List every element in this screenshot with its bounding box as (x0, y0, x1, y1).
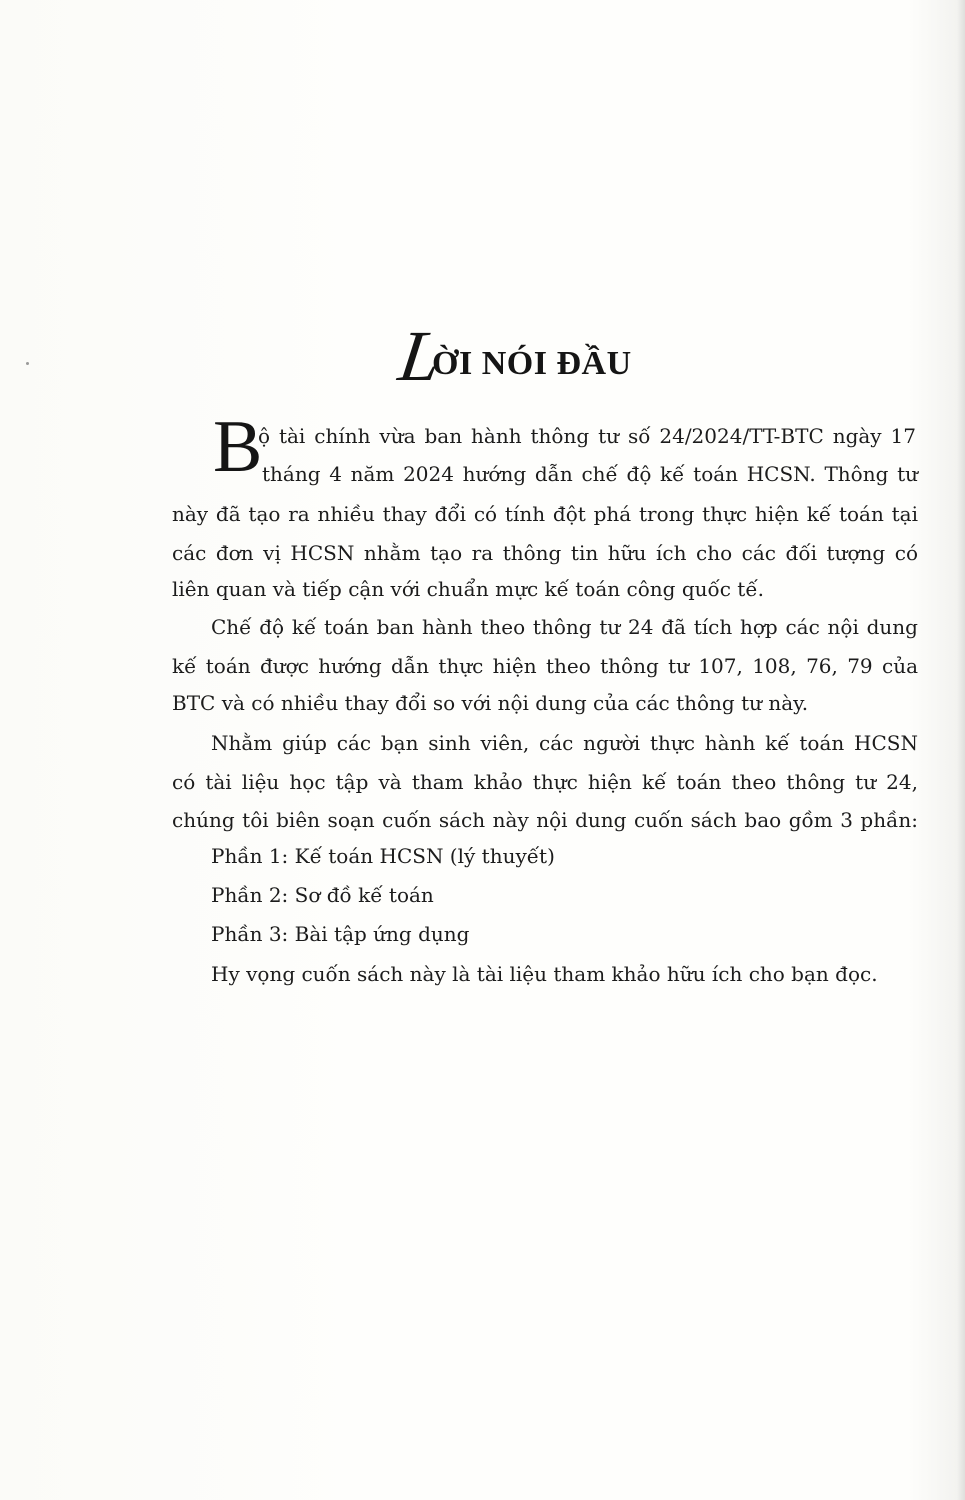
paragraph-1-line-2: tháng 4 năm 2024 hướng dẫn chế độ kế toán HCSN. Thông tư (262, 462, 918, 486)
paragraph-1-line-5: liên quan và tiếp cận với chuẩn mực kế toán công quốc tế. (172, 577, 764, 601)
paragraph-2-line-2: kế toán được hướng dẫn thực hiện theo thông tư 107, 108, 76, 79 của (172, 654, 918, 678)
drop-cap: B (213, 406, 263, 488)
page-title (394, 316, 632, 396)
paragraph-1-line-3: này đã tạo ra nhiều thay đổi có tính đột phá trong thực hiện kế toán tại (172, 502, 918, 526)
part-1-line: Phần 1: Kế toán HCSN (lý thuyết) (211, 844, 555, 868)
paper-speck (26, 362, 29, 365)
closing-line: Hy vọng cuốn sách này là tài liệu tham khảo hữu ích cho bạn đọc. (211, 962, 878, 986)
paragraph-2-line-1: Chế độ kế toán ban hành theo thông tư 24 đã tích hợp các nội dung (211, 615, 918, 639)
paragraph-1-line-4: các đơn vị HCSN nhằm tạo ra thông tin hữu ích cho các đối tượng có (172, 541, 918, 565)
page-edge-shadow (957, 0, 965, 1500)
part-3-line: Phần 3: Bài tập ứng dụng (211, 922, 470, 946)
part-2-line: Phần 2: Sơ đồ kế toán (211, 883, 434, 907)
paragraph-3-line-2: có tài liệu học tập và tham khảo thực hiện kế toán theo thông tư 24, (172, 770, 918, 794)
title-text: ỜI NÓI ĐẦU (432, 345, 632, 382)
title-initial: L (394, 316, 446, 396)
paragraph-2-line-3: BTC và có nhiều thay đổi so với nội dung của các thông tư này. (172, 691, 809, 715)
paragraph-1-line-1: ộ tài chính vừa ban hành thông tư số 24/2024/TT-BTC ngày 17 (258, 424, 916, 448)
paragraph-3-line-3: chúng tôi biên soạn cuốn sách này nội dung cuốn sách bao gồm 3 phần: (172, 808, 918, 832)
paragraph-3-line-1: Nhằm giúp các bạn sinh viên, các người thực hành kế toán HCSN (211, 731, 918, 755)
